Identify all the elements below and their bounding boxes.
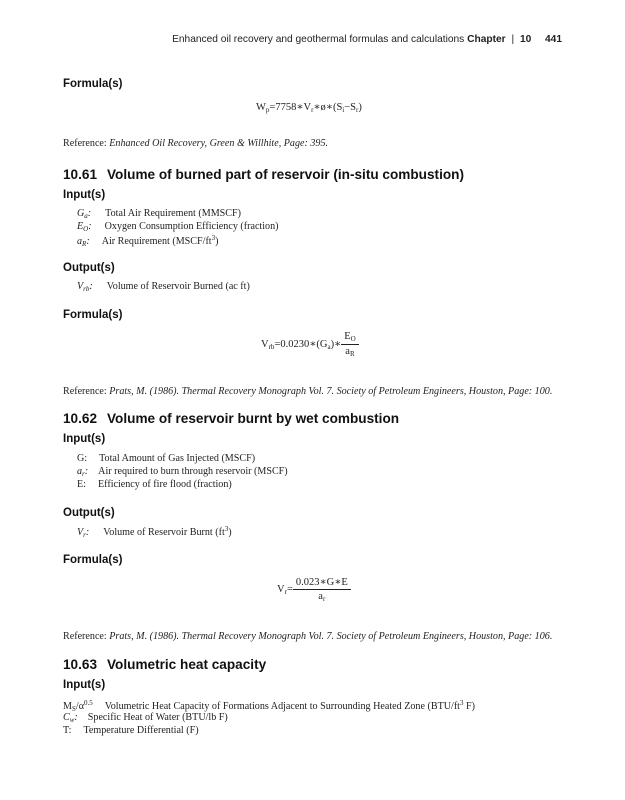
input-item: $G_a$: Total Air Requirement (MMSCF) [77,208,242,220]
formula-heading: Formula(s) [63,309,123,321]
waterflood-formula: $W_p=7758∗V_r∗ø∗(S_i-S_r)$ [256,102,362,114]
section-title [63,657,266,672]
section-name: Volume of burned part of reservoir (in-situ combustion) [107,167,464,182]
input-item: $a_R$: Air Requirement $(MSCF/ft^3)$ [77,234,219,248]
input-item: $C_w$: Specific Heat of Water (BTU/lb F) [63,712,228,724]
reference: Reference: Enhanced Oil Recovery, Green & Willhite, Page: 395. [63,138,329,149]
inputs-heading: Input(s) [63,679,106,691]
reference: Reference: Prats, M. (1986). Thermal Recovery Monograph Vol. 7. Society of Petroleum Engineers, Houston, Page: 106. [63,631,553,642]
section-name: Volume of reservoir burnt by wet combustion [107,411,400,426]
input-item: $M_S/\alpha^{0.5}$ Volumetric Heat Capacity of Formations Adjacent to Surrounding Heated Zone ($BTU/ft^3$ F) [63,699,475,713]
section-title [63,167,464,182]
input-item: $a_r$: Air required to burn through reservoir (MSCF) [77,466,288,478]
outputs-heading: Output(s) [63,507,115,519]
chapter-label: Chapter [467,34,506,45]
chapter-number: 10 [519,34,532,45]
reference: Reference: Prats, M. (1986). Thermal Recovery Monograph Vol. 7. Society of Petroleum Engineers, Houston, Page: 100. [63,386,553,397]
inputs-heading: Input(s) [63,189,106,201]
section-number: 10.63 [63,657,98,672]
input-item: $E_O$: Oxygen Consumption Efficiency (fraction) [77,221,279,233]
input-item: T: Temperature Differential (F) [63,725,199,736]
section-number: 10.61 [63,167,98,182]
section-title [63,411,399,426]
formula-heading: Formula(s) [63,78,123,90]
page-number: 441 [545,34,562,45]
inputs-heading: Input(s) [63,433,106,445]
wet-combustion-formula: $V_r=$ $\frac{0.023∗G∗E}{a_r}$ [277,576,351,603]
outputs-heading: Output(s) [63,262,115,274]
output-item: $V_r$: Volume of Reservoir Burnt $(ft^3)$ [77,525,232,539]
section-name: Volumetric heat capacity [107,657,267,672]
burned-volume-formula: $V_{rb}=0.0230∗(G_a)∗$ $\frac{E_O}{a_R}$ [261,331,359,358]
output-item: $V_{rb}$: Volume of Reservoir Burned (ac ft) [77,281,250,293]
section-number: 10.62 [63,411,98,426]
running-title: Enhanced oil recovery and geothermal formulas and calculations [172,34,465,45]
formula-heading: Formula(s) [63,554,123,566]
header-separator: | [511,34,515,45]
input-item: G: Total Amount of Gas Injected (MSCF) [77,453,256,464]
running-header [172,34,562,45]
input-item: E: Efficiency of fire flood (fraction) [77,479,232,490]
